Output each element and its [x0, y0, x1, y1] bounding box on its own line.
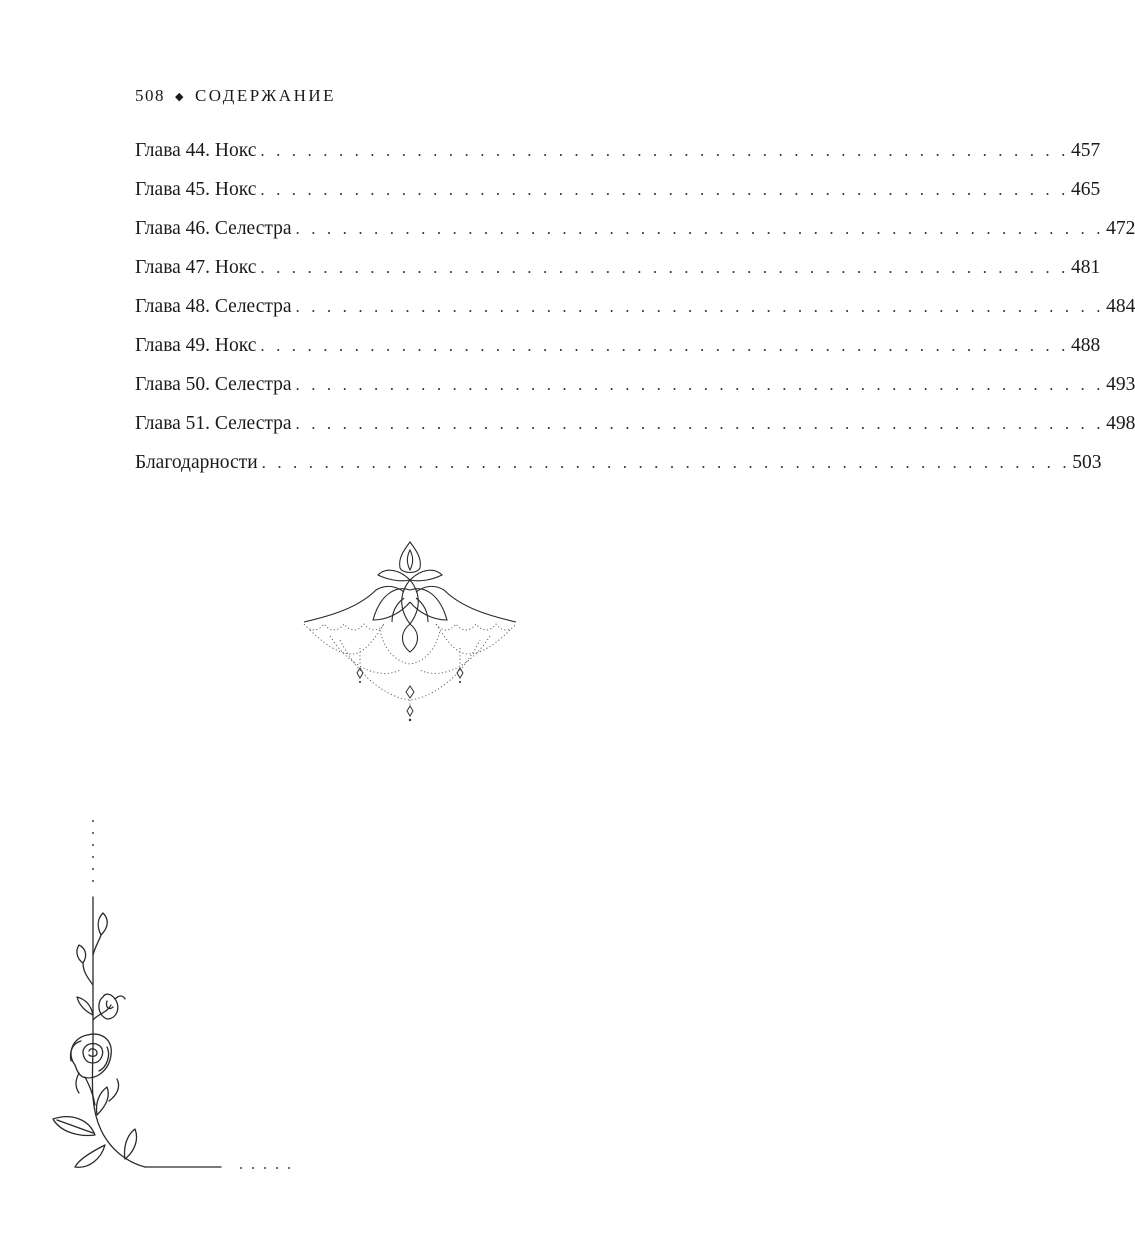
- toc-entry-page: 465: [1070, 179, 1101, 200]
- lotus-chandelier-ornament-icon: [300, 540, 520, 725]
- toc-entry-page: 472: [1106, 218, 1135, 239]
- toc-entry-page: 457: [1070, 140, 1101, 161]
- toc-entry-title: Глава 45. Нокс: [135, 179, 257, 200]
- toc-entry[interactable]: [135, 374, 1135, 413]
- toc-entry-title: Глава 50. Селестра: [135, 374, 292, 395]
- toc-entry-title: Благодарности: [135, 452, 258, 473]
- toc-entry-page: 498: [1106, 413, 1135, 434]
- toc-entry-page: 493: [1106, 374, 1135, 395]
- toc-entry[interactable]: [135, 140, 1101, 179]
- toc-entry[interactable]: [135, 257, 1101, 296]
- running-header: [135, 86, 336, 106]
- toc-entry-page: 481: [1070, 257, 1101, 278]
- table-of-contents: [135, 140, 1135, 491]
- toc-entry-title: Глава 44. Нокс: [135, 140, 257, 161]
- rose-vine-corner-ornament-icon: [45, 815, 305, 1180]
- dot-leader: . . . . . . . . . . . . . . . . . . . . . . . . . . . . . . . . . . . . . . . . . . . . . . . . . . . .: [260, 258, 1069, 277]
- toc-entry-page: 484: [1106, 296, 1135, 317]
- dot-leader: . . . . . . . . . . . . . . . . . . . . . . . . . . . . . . . . . . . . . . . . . . . . . . . . . . . .: [260, 180, 1069, 199]
- toc-entry-title: Глава 48. Селестра: [135, 296, 292, 317]
- toc-entry-page: 488: [1070, 335, 1101, 356]
- toc-entry-title: Глава 49. Нокс: [135, 335, 257, 356]
- toc-entry[interactable]: [135, 335, 1101, 374]
- toc-entry-title: Глава 47. Нокс: [135, 257, 257, 278]
- toc-entry[interactable]: [135, 296, 1135, 335]
- toc-entry-title: Глава 46. Селестра: [135, 218, 292, 239]
- toc-entry-page: 503: [1072, 452, 1102, 473]
- dot-leader: . . . . . . . . . . . . . . . . . . . . . . . . . . . . . . . . . . . . . . . . . . . . . . . . . . . .: [295, 297, 1105, 316]
- dot-leader: . . . . . . . . . . . . . . . . . . . . . . . . . . . . . . . . . . . . . . . . . . . . . . . . . . . .: [260, 336, 1069, 355]
- dot-leader: . . . . . . . . . . . . . . . . . . . . . . . . . . . . . . . . . . . . . . . . . . . . . . . . . . . .: [295, 414, 1105, 433]
- toc-entry[interactable]: [135, 218, 1135, 257]
- page-number: 508: [135, 86, 165, 105]
- dot-leader: . . . . . . . . . . . . . . . . . . . . . . . . . . . . . . . . . . . . . . . . . . . . . . . . . . . .: [261, 453, 1071, 472]
- toc-entry[interactable]: [135, 452, 1102, 491]
- section-title: СОДЕРЖАНИЕ: [194, 86, 337, 105]
- toc-entry[interactable]: [135, 413, 1135, 452]
- dot-leader: . . . . . . . . . . . . . . . . . . . . . . . . . . . . . . . . . . . . . . . . . . . . . . . . . . . .: [260, 141, 1069, 160]
- dot-leader: . . . . . . . . . . . . . . . . . . . . . . . . . . . . . . . . . . . . . . . . . . . . . . . . . . . .: [295, 219, 1105, 238]
- diamond-separator-icon: ◆: [175, 90, 185, 103]
- toc-entry[interactable]: [135, 179, 1101, 218]
- dot-leader: . . . . . . . . . . . . . . . . . . . . . . . . . . . . . . . . . . . . . . . . . . . . . . . . . . . .: [295, 375, 1105, 394]
- toc-entry-title: Глава 51. Селестра: [135, 413, 292, 434]
